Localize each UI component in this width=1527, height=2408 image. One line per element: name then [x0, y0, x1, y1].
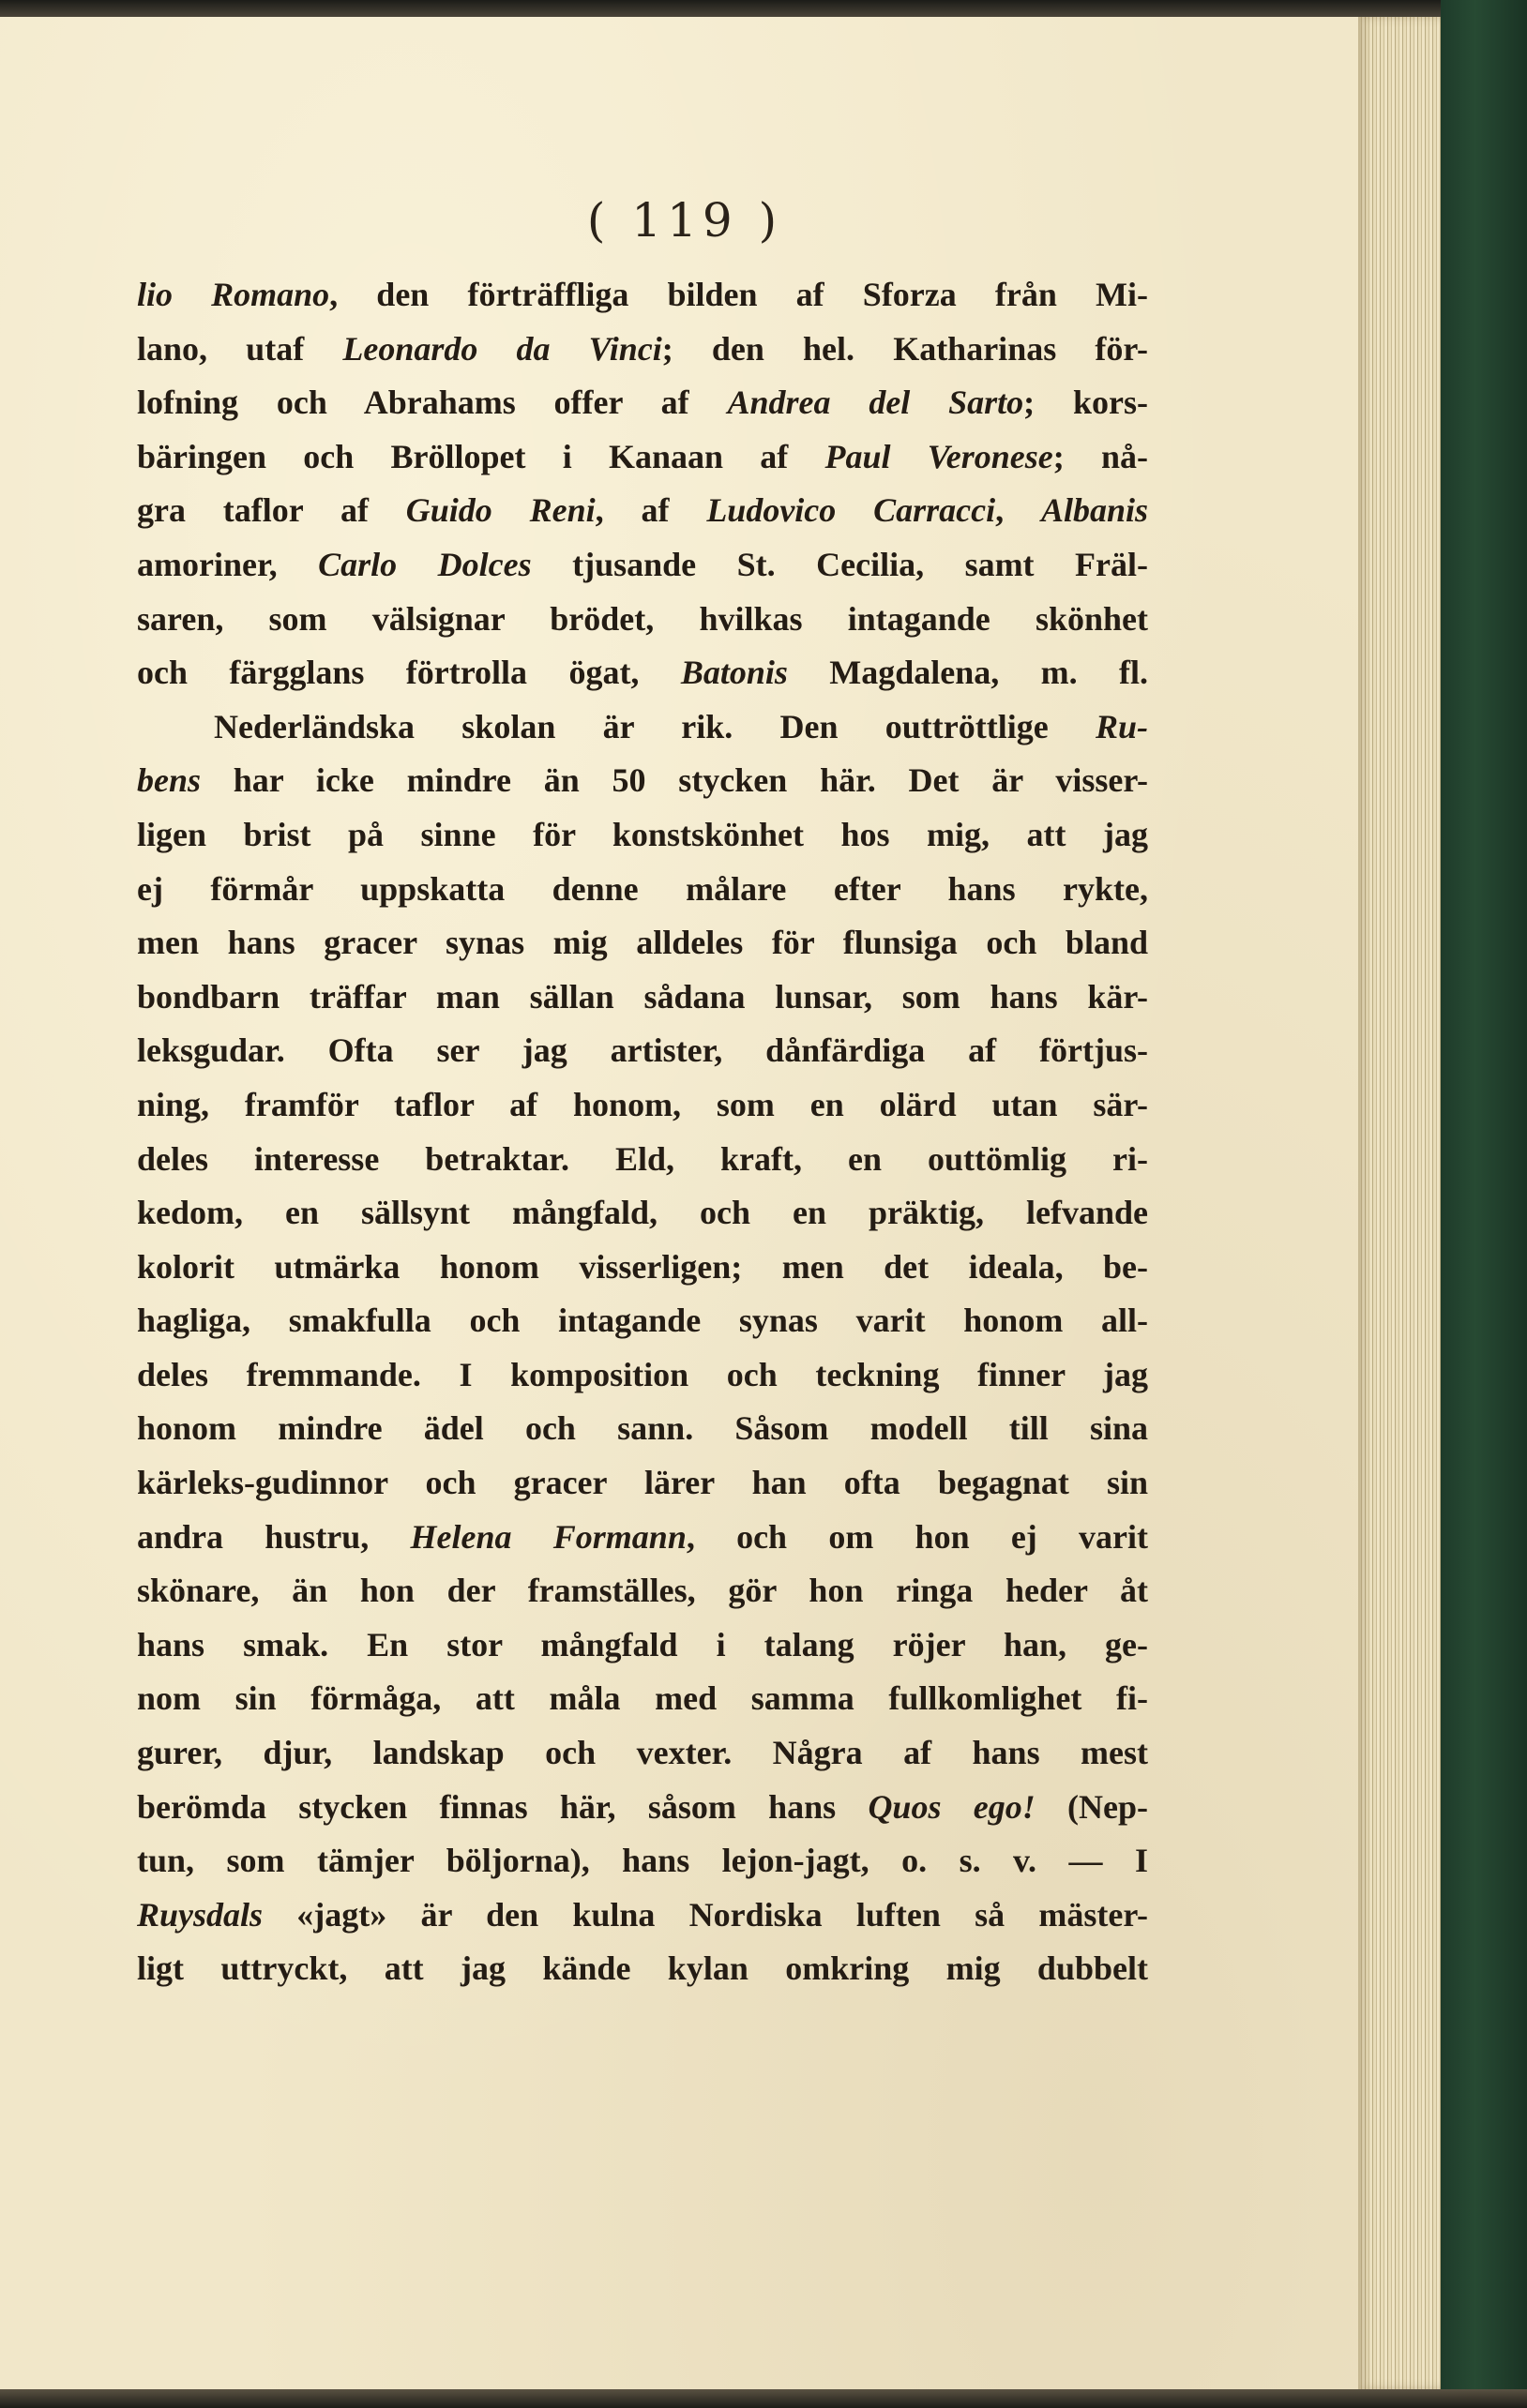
text-line	[137, 430, 1148, 485]
text-line	[137, 1511, 1148, 1565]
page-bottom-shadow	[0, 2389, 1527, 2408]
text-line	[137, 971, 1148, 1025]
text-segment: ; kors-	[1023, 384, 1148, 422]
italic-name: lio Romano	[137, 276, 330, 313]
italic-name: Ludovico Carracci	[706, 491, 996, 530]
italic-name: bens	[137, 761, 202, 800]
text-line	[137, 1672, 1148, 1726]
text-segment: men hans gracer synas mig alldeles för flunsiga och bland	[137, 924, 1148, 962]
text-segment: ,	[995, 491, 1041, 530]
book-page	[0, 17, 1371, 2389]
text-segment: «jagt» är den kulna Nordiska luften så mäster-	[263, 1895, 1148, 1934]
text-segment: andra hustru,	[137, 1517, 411, 1556]
text-segment: och färgglans förtrolla ögat,	[137, 654, 681, 692]
book-cover-edge	[1441, 0, 1527, 2408]
text-line	[137, 1186, 1148, 1241]
text-segment: , den förträffliga bilden af Sforza från Mi-	[329, 276, 1148, 313]
text-line	[137, 484, 1148, 538]
text-segment: ; den hel. Katharinas för-	[661, 329, 1148, 368]
body-text	[137, 268, 1148, 1996]
text-segment: Nederländska skolan är rik. Den outtröttlige	[214, 707, 1096, 745]
text-line	[137, 1078, 1148, 1133]
text-segment: amoriner,	[137, 545, 319, 583]
text-segment: , och om hon ej varit	[686, 1517, 1149, 1556]
text-segment: deles interesse betraktar. Eld, kraft, en outtömlig ri-	[137, 1139, 1148, 1178]
text-line	[137, 1241, 1148, 1295]
page-top-shadow	[0, 0, 1527, 17]
text-line	[137, 268, 1148, 323]
italic-name: Andrea del Sarto	[727, 384, 1024, 422]
text-segment: lano, utaf	[137, 329, 343, 368]
text-segment: bondbarn träffar man sällan sådana lunsar, som hans kär-	[137, 977, 1148, 1016]
text-line	[137, 1294, 1148, 1348]
text-segment: skönare, än hon der framställes, gör hon ringa heder åt	[137, 1572, 1148, 1610]
italic-name: Ruysdals	[137, 1895, 264, 1934]
italic-name: Batonis	[680, 654, 788, 692]
text-segment: ej förmår uppskatta denne målare efter hans rykte,	[137, 869, 1148, 908]
text-line	[137, 700, 1148, 755]
text-line	[137, 916, 1148, 971]
text-line	[137, 1889, 1148, 1943]
text-line	[137, 593, 1148, 647]
text-segment: ; nå-	[1052, 437, 1149, 475]
text-segment: honom mindre ädel och sann. Såsom modell till sina	[137, 1409, 1148, 1448]
text-segment: berömda stycken finnas här, såsom hans	[137, 1787, 869, 1826]
text-segment: lofning och Abrahams offer af	[137, 384, 728, 422]
text-line	[137, 1726, 1148, 1781]
text-line	[137, 863, 1148, 917]
text-line	[137, 1024, 1148, 1078]
italic-name: Ru-	[1095, 707, 1148, 745]
italic-name: Carlo Dolces	[318, 545, 532, 583]
text-line	[137, 808, 1148, 863]
text-segment: ning, framför taflor af honom, som en olärd utan sär-	[137, 1085, 1148, 1123]
text-segment: gra taflor af	[137, 491, 406, 530]
page-number: ( 119 )	[586, 193, 783, 248]
text-segment: tjusande St. Cecilia, samt Fräl-	[531, 545, 1148, 583]
text-line	[137, 1133, 1148, 1187]
text-line	[137, 1564, 1148, 1618]
text-segment: gurer, djur, landskap och vexter. Några af hans mest	[137, 1734, 1148, 1772]
page-stack-edge	[1358, 17, 1443, 2389]
text-line	[137, 1942, 1148, 1996]
text-line	[137, 1402, 1148, 1456]
text-segment: har icke mindre än 50 stycken här. Det är visser-	[201, 761, 1148, 800]
text-segment: tun, som tämjer böljorna), hans lejon-jagt, o. s. v. — I	[137, 1842, 1148, 1880]
text-segment: deles fremmande. I komposition och teckning finner jag	[137, 1355, 1148, 1393]
text-line	[137, 538, 1148, 593]
text-line	[137, 1618, 1148, 1673]
italic-name: Guido Reni	[405, 491, 596, 530]
text-line	[137, 1781, 1148, 1835]
text-segment: saren, som välsignar brödet, hvilkas intagande skönhet	[137, 599, 1148, 638]
text-line	[137, 1456, 1148, 1511]
text-line	[137, 754, 1148, 808]
text-line	[137, 646, 1148, 700]
text-line	[137, 1834, 1148, 1889]
italic-name: Albanis	[1040, 491, 1148, 530]
text-segment: ligen brist på sinne för konstskönhet hos mig, att jag	[137, 815, 1148, 853]
text-segment: hagliga, smakfulla och intagande synas varit honom all-	[137, 1302, 1148, 1340]
text-segment: ligt uttryckt, att jag kände kylan omkring mig dubbelt	[137, 1949, 1148, 1988]
text-segment: kärleks-gudinnor och gracer lärer han ofta begagnat sin	[137, 1464, 1148, 1502]
text-segment: nom sin förmåga, att måla med samma fullkomlighet fi-	[137, 1679, 1148, 1718]
italic-name: Leonardo da Vinci	[342, 329, 662, 368]
text-segment: kolorit utmärka honom visserligen; men det ideala, be-	[137, 1247, 1148, 1286]
text-segment: bäringen och Bröllopet i Kanaan af	[137, 437, 825, 475]
italic-name: Helena Formann	[410, 1517, 687, 1556]
text-segment: , af	[595, 491, 707, 530]
italic-name: Quos ego!	[868, 1787, 1036, 1826]
text-segment: Magdalena, m. fl.	[787, 654, 1148, 692]
text-segment: kedom, en sällsynt mångfald, och en präktig, lefvande	[137, 1194, 1148, 1232]
text-line	[137, 1348, 1148, 1403]
text-segment: leksgudar. Ofta ser jag artister, dånfärdiga af förtjus-	[137, 1031, 1148, 1070]
text-line	[137, 376, 1148, 430]
text-segment: hans smak. En stor mångfald i talang röjer han, ge-	[137, 1625, 1148, 1663]
italic-name: Paul Veronese	[824, 437, 1053, 475]
text-line	[137, 323, 1148, 377]
text-segment: (Nep-	[1035, 1787, 1148, 1826]
